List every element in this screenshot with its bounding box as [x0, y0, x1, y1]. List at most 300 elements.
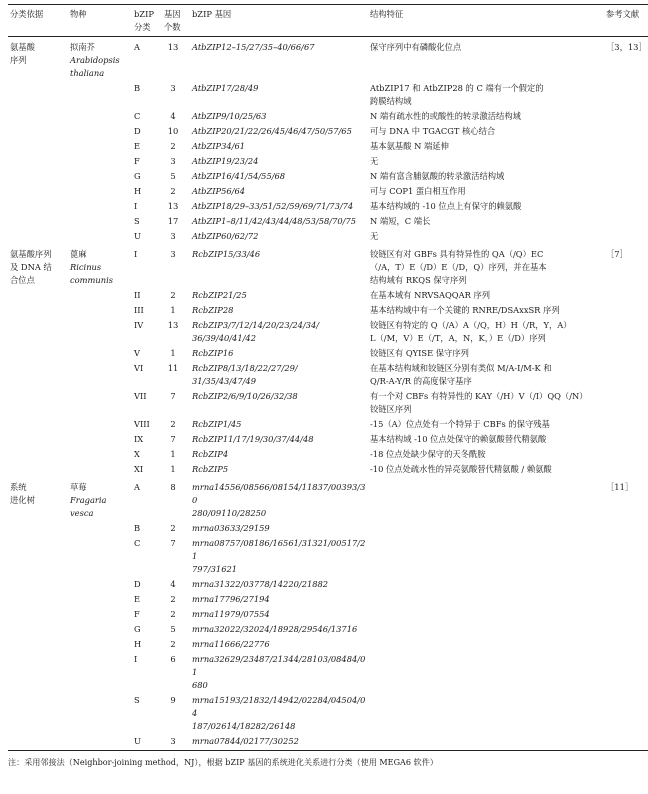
bzip-gene-line: RcbZIP15/33/46: [192, 249, 261, 259]
classification-basis-cell: [8, 288, 68, 303]
bzip-class-cell: XI: [134, 464, 144, 474]
reference-cell: ［3，13］: [606, 42, 647, 52]
table-row: [8, 229, 648, 244]
species-cell: [68, 592, 132, 607]
structural-feature-line: AtbZIP17 和 AtbZIP28 的 C 端有一个假定的: [370, 83, 544, 93]
structural-feature-cell: [368, 244, 604, 288]
gene-count-cell: 2: [170, 419, 176, 429]
species-cell: [68, 637, 132, 652]
bzip-gene-line: AtbZIP60/62/72: [192, 231, 259, 241]
bzip-class-cell: B: [134, 83, 141, 93]
header-bzip-class: [132, 5, 162, 37]
reference-cell: [604, 199, 648, 214]
species-cell: [68, 169, 132, 184]
gene-count-cell: 2: [170, 594, 176, 604]
structural-feature-cell: [368, 109, 604, 124]
species-cell: [68, 214, 132, 229]
bzip-gene-line: AtbZIP34/61: [192, 141, 246, 151]
bzip-gene-line: 797/31621: [192, 564, 238, 574]
classification-basis-line: 氨基酸: [10, 42, 35, 52]
bzip-genes-cell: [190, 462, 368, 477]
bzip-genes-cell: [190, 318, 368, 346]
reference-cell: [604, 361, 648, 389]
table-row: [8, 303, 648, 318]
species-cell: [68, 734, 132, 751]
structural-feature-line: 无: [370, 156, 379, 166]
species-cell: [68, 288, 132, 303]
species-cell: [68, 124, 132, 139]
bzip-gene-line: RcbZIP1/45: [192, 419, 242, 429]
structural-feature-cell: [368, 536, 604, 577]
table-row: [8, 288, 648, 303]
classification-basis-cell: [8, 229, 68, 244]
table-row: [8, 184, 648, 199]
species-cell: [68, 389, 132, 417]
structural-feature-cell: [368, 318, 604, 346]
species-cell: [68, 154, 132, 169]
table-row: [8, 477, 648, 521]
table-row: [8, 622, 648, 637]
table-row: [8, 462, 648, 477]
table-row: [8, 154, 648, 169]
reference-cell: [604, 169, 648, 184]
bzip-genes-cell: [190, 417, 368, 432]
structural-feature-cell: [368, 577, 604, 592]
structural-feature-cell: [368, 477, 604, 521]
bzip-class-cell: F: [134, 156, 140, 166]
table-row: [8, 81, 648, 109]
bzip-genes-cell: [190, 607, 368, 622]
bzip-genes-cell: [190, 521, 368, 536]
bzip-class-cell: V: [134, 348, 140, 358]
bzip-gene-line: RcbZIP3/7/12/14/20/23/24/34/: [192, 320, 320, 330]
structural-feature-line: 保守序列中有磷酸化位点: [370, 42, 462, 52]
species-latin-name: Arabidopsis: [70, 55, 120, 65]
bzip-genes-cell: [190, 109, 368, 124]
bzip-class-cell: I: [134, 249, 138, 259]
bzip-class-cell: H: [134, 639, 142, 649]
bzip-genes-cell: [190, 577, 368, 592]
table-row: [8, 169, 648, 184]
bzip-class-cell: H: [134, 186, 142, 196]
structural-feature-line: L（/M，V）E（/T，A，N，K，）E（/D）序列: [370, 333, 546, 343]
reference-cell: [604, 288, 648, 303]
gene-count-cell: 3: [170, 156, 176, 166]
reference-cell: [604, 184, 648, 199]
gene-count-cell: 13: [167, 42, 179, 52]
structural-feature-cell: [368, 199, 604, 214]
header-bzip-class-line2: 分类: [134, 22, 151, 32]
bzip-gene-line: mrna31322/03778/14220/21882: [192, 579, 329, 589]
reference-cell: [604, 592, 648, 607]
header-species: 物种: [68, 5, 132, 37]
classification-basis-cell: [8, 432, 68, 447]
bzip-gene-line: mrna15193/21832/14942/02284/04504/04: [192, 695, 366, 718]
bzip-class-cell: S: [134, 695, 140, 705]
structural-feature-cell: [368, 652, 604, 693]
bzip-gene-line: mrna11666/22776: [192, 639, 270, 649]
reference-cell: [604, 521, 648, 536]
bzip-gene-line: RcbZIP11/17/19/30/37/44/48: [192, 434, 314, 444]
bzip-genes-cell: [190, 184, 368, 199]
table-row: [8, 318, 648, 346]
bzip-gene-line: RcbZIP4: [192, 449, 229, 459]
bzip-class-cell: I: [134, 201, 138, 211]
bzip-class-cell: B: [134, 523, 141, 533]
classification-basis-cell: [8, 169, 68, 184]
bzip-genes-cell: [190, 432, 368, 447]
structural-feature-cell: [368, 622, 604, 637]
bzip-classification-table-container: [8, 4, 647, 768]
table-row: [8, 592, 648, 607]
bzip-gene-line: mrna07844/02177/30252: [192, 736, 299, 746]
table-row: [8, 652, 648, 693]
table-row: [8, 607, 648, 622]
reference-cell: [604, 417, 648, 432]
bzip-class-cell: A: [134, 42, 140, 52]
gene-count-cell: 1: [170, 305, 176, 315]
structural-feature-line: 基本结构域的 -10 位点上有保守的赖氨酸: [370, 201, 522, 211]
structural-feature-line: 跨膜结构域: [370, 96, 412, 106]
classification-basis-cell: [8, 318, 68, 346]
classification-basis-cell: [8, 622, 68, 637]
bzip-gene-line: RcbZIP28: [192, 305, 234, 315]
reference-cell: [604, 109, 648, 124]
classification-basis-cell: [8, 346, 68, 361]
structural-feature-line: 铰链区有特定的 Q（/A）A（/Q，H）H（/R，Y，A）: [370, 320, 572, 330]
table-row: [8, 432, 648, 447]
bzip-genes-cell: [190, 81, 368, 109]
gene-count-cell: 2: [170, 141, 176, 151]
species-latin-name: vesca: [70, 508, 94, 518]
bzip-class-cell: F: [134, 609, 140, 619]
structural-feature-line: 结构域有 RKQS 保守序列: [370, 275, 467, 285]
classification-basis-cell: [8, 184, 68, 199]
structural-feature-line: 基本结构域中有一个关键的 RNRE/DSAxxSR 序列: [370, 305, 560, 315]
reference-cell: [604, 447, 648, 462]
classification-basis-cell: [8, 154, 68, 169]
structural-feature-line: -18 位点处缺少保守的天冬酰胺: [370, 449, 486, 459]
bzip-genes-cell: [190, 154, 368, 169]
table-row: [8, 361, 648, 389]
structural-feature-cell: [368, 637, 604, 652]
gene-count-cell: 1: [170, 464, 176, 474]
reference-cell: [604, 462, 648, 477]
reference-cell: [604, 652, 648, 693]
structural-feature-cell: [368, 607, 604, 622]
bzip-class-cell: X: [134, 449, 140, 459]
bzip-genes-cell: [190, 346, 368, 361]
gene-count-cell: 4: [170, 579, 176, 589]
bzip-gene-line: AtbZIP1–8/11/42/43/44/48/53/58/70/75: [192, 216, 356, 226]
species-cell: [68, 521, 132, 536]
structural-feature-line: 在基本结构域和铰链区分别有类似 M/A-I/M-K 和: [370, 363, 552, 373]
structural-feature-line: 基本结构域 -10 位点处保守的赖氨酸替代精氨酸: [370, 434, 547, 444]
structural-feature-cell: [368, 346, 604, 361]
classification-basis-cell: [8, 734, 68, 751]
structural-feature-line: 铰链区有对 GBFs 具有特异性的 QA（/Q）EC: [370, 249, 544, 259]
bzip-class-cell: E: [134, 141, 141, 151]
table-row: [8, 536, 648, 577]
species-cell: [68, 361, 132, 389]
structural-feature-cell: [368, 81, 604, 109]
species-cell: [68, 81, 132, 109]
bzip-genes-cell: [190, 622, 368, 637]
bzip-gene-line: AtbZIP12–15/27/35–40/66/67: [192, 42, 315, 52]
gene-count-cell: 3: [170, 231, 176, 241]
classification-basis-cell: [8, 199, 68, 214]
classification-basis-cell: [8, 477, 68, 521]
table-row: [8, 693, 648, 734]
reference-cell: [604, 318, 648, 346]
reference-cell: [604, 734, 648, 751]
classification-basis-line: 合位点: [10, 275, 35, 285]
classification-basis-cell: [8, 652, 68, 693]
species-cell: [68, 109, 132, 124]
table-row: [8, 199, 648, 214]
structural-feature-cell: [368, 214, 604, 229]
gene-count-cell: 2: [170, 523, 176, 533]
table-row: [8, 109, 648, 124]
structural-feature-cell: [368, 139, 604, 154]
reference-cell: ［7］: [606, 249, 628, 259]
bzip-class-cell: U: [134, 231, 141, 241]
structural-feature-cell: [368, 37, 604, 82]
species-cell: [68, 607, 132, 622]
species-cell: [68, 303, 132, 318]
header-bzip-genes: bZIP 基因: [190, 5, 368, 37]
structural-feature-cell: [368, 462, 604, 477]
table-row: [8, 346, 648, 361]
classification-basis-cell: [8, 417, 68, 432]
classification-basis-cell: [8, 447, 68, 462]
structural-feature-line: Q/R-A-Y/R 的高度保守基序: [370, 376, 472, 386]
species-cell: [68, 229, 132, 244]
bzip-gene-line: AtbZIP56/64: [192, 186, 246, 196]
bzip-class-cell: A: [134, 482, 140, 492]
bzip-class-cell: G: [134, 171, 141, 181]
bzip-class-cell: S: [134, 216, 140, 226]
species-cell: [68, 417, 132, 432]
classification-basis-cell: [8, 389, 68, 417]
gene-count-cell: 13: [167, 320, 179, 330]
gene-count-cell: 7: [170, 538, 176, 548]
gene-count-cell: 9: [170, 695, 176, 705]
table-row: [8, 139, 648, 154]
bzip-genes-cell: [190, 214, 368, 229]
structural-feature-line: 可与 COP1 蛋白相互作用: [370, 186, 466, 196]
bzip-class-cell: II: [134, 290, 141, 300]
species-cell: [68, 622, 132, 637]
bzip-gene-line: mrna03633/29159: [192, 523, 270, 533]
gene-count-cell: 7: [170, 434, 176, 444]
table-row: [8, 521, 648, 536]
structural-feature-line: 在基本域有 NRVSAQQAR 序列: [370, 290, 491, 300]
bzip-genes-cell: [190, 734, 368, 751]
species-cell: [68, 432, 132, 447]
table-row: [8, 734, 648, 751]
gene-count-cell: 4: [170, 111, 176, 121]
table-body: [8, 37, 648, 751]
bzip-class-cell: VII: [134, 391, 147, 401]
structural-feature-cell: [368, 303, 604, 318]
bzip-genes-cell: [190, 139, 368, 154]
classification-basis-cell: [8, 81, 68, 109]
table-row: [8, 389, 648, 417]
species-cell: [68, 477, 132, 521]
gene-count-cell: 2: [170, 186, 176, 196]
bzip-gene-line: AtbZIP9/10/25/63: [192, 111, 267, 121]
bzip-class-cell: III: [134, 305, 144, 315]
classification-basis-line: 进化树: [10, 495, 35, 505]
reference-cell: [604, 577, 648, 592]
structural-feature-cell: [368, 169, 604, 184]
bzip-gene-line: mrna08757/08186/16561/31321/00517/21: [192, 538, 366, 561]
table-row: [8, 637, 648, 652]
bzip-gene-line: AtbZIP18/29–33/51/52/59/69/71/73/74: [192, 201, 354, 211]
species-cell: [68, 693, 132, 734]
species-cell: [68, 139, 132, 154]
structural-feature-line: -15（A）位点处有一个特异于 CBFs 的保守残基: [370, 419, 550, 429]
table-header-row: [8, 5, 648, 37]
species-cell: [68, 346, 132, 361]
bzip-genes-cell: [190, 389, 368, 417]
bzip-gene-line: RcbZIP21/25: [192, 290, 247, 300]
gene-count-cell: 5: [170, 171, 176, 181]
reference-cell: [604, 536, 648, 577]
species-latin-name: Ricinus: [70, 262, 102, 272]
reference-cell: [604, 346, 648, 361]
bzip-gene-line: mrna14556/08566/08154/11837/00393/30: [192, 482, 366, 505]
structural-feature-line: -10 位点处疏水性的异亮氨酸替代精氨酸 / 赖氨酸: [370, 464, 552, 474]
classification-basis-cell: [8, 109, 68, 124]
bzip-gene-line: mrna11979/07554: [192, 609, 270, 619]
classification-basis-line: 及 DNA 结: [10, 262, 52, 272]
bzip-gene-line: 187/02614/18282/26148: [192, 721, 296, 731]
structural-feature-line: N 端有富含脯氨酸的转录激活结构域: [370, 171, 505, 181]
gene-count-cell: 1: [170, 449, 176, 459]
classification-basis-line: 系统: [10, 482, 27, 492]
header-classification-basis: 分类依据: [8, 5, 68, 37]
bzip-class-cell: E: [134, 594, 141, 604]
structural-feature-line: N 端有疏水性的或酸性的转录激活结构域: [370, 111, 521, 121]
species-chinese-name: 蓖麻: [70, 249, 87, 259]
reference-cell: [604, 124, 648, 139]
structural-feature-cell: [368, 229, 604, 244]
table-row: [8, 447, 648, 462]
header-gene-count-line1: 基因: [164, 9, 181, 19]
header-references: 参考文献: [604, 5, 648, 37]
classification-basis-cell: [8, 577, 68, 592]
gene-count-cell: 17: [167, 216, 179, 226]
table-row: [8, 244, 648, 288]
bzip-class-cell: VIII: [134, 419, 150, 429]
bzip-genes-cell: [190, 37, 368, 82]
bzip-gene-line: AtbZIP17/28/49: [192, 83, 259, 93]
classification-basis-cell: [8, 637, 68, 652]
classification-basis-cell: [8, 521, 68, 536]
structural-feature-line: 可与 DNA 中 TGACGT 核心结合: [370, 126, 496, 136]
bzip-genes-cell: [190, 169, 368, 184]
bzip-gene-line: RcbZIP16: [192, 348, 234, 358]
bzip-class-cell: C: [134, 111, 141, 121]
classification-basis-cell: [8, 361, 68, 389]
structural-feature-line: 无: [370, 231, 379, 241]
structural-feature-cell: [368, 693, 604, 734]
bzip-genes-cell: [190, 244, 368, 288]
species-cell: [68, 244, 132, 288]
structural-feature-cell: [368, 154, 604, 169]
structural-feature-cell: [368, 288, 604, 303]
gene-count-cell: 7: [170, 391, 176, 401]
classification-basis-line: 序列: [10, 55, 27, 65]
bzip-gene-line: AtbZIP16/41/54/55/68: [192, 171, 286, 181]
bzip-class-cell: VI: [134, 363, 144, 373]
species-latin-name: thaliana: [70, 68, 105, 78]
structural-feature-cell: [368, 184, 604, 199]
structural-feature-cell: [368, 417, 604, 432]
bzip-genes-cell: [190, 303, 368, 318]
bzip-genes-cell: [190, 652, 368, 693]
structural-feature-cell: [368, 592, 604, 607]
reference-cell: [604, 637, 648, 652]
species-cell: [68, 447, 132, 462]
header-structural-features: 结构特征: [368, 5, 604, 37]
gene-count-cell: 13: [167, 201, 179, 211]
species-chinese-name: 拟南芥: [70, 42, 95, 52]
header-bzip-class-line1: bZIP: [134, 9, 154, 19]
reference-cell: [604, 139, 648, 154]
bzip-genes-cell: [190, 693, 368, 734]
bzip-class-cell: I: [134, 654, 138, 664]
reference-cell: [604, 693, 648, 734]
bzip-gene-line: mrna32629/23487/21344/28103/08484/01: [192, 654, 366, 677]
species-chinese-name: 草莓: [70, 482, 87, 492]
reference-cell: [604, 154, 648, 169]
bzip-gene-line: RcbZIP2/6/9/10/26/32/38: [192, 391, 298, 401]
gene-count-cell: 2: [170, 290, 176, 300]
bzip-genes-cell: [190, 288, 368, 303]
bzip-gene-line: AtbZIP20/21/22/26/45/46/47/50/57/65: [192, 126, 352, 136]
structural-feature-line: 铰链区有 QYISE 保守序列: [370, 348, 469, 358]
reference-cell: [604, 389, 648, 417]
gene-count-cell: 10: [167, 126, 179, 136]
gene-count-cell: 1: [170, 348, 176, 358]
bzip-genes-cell: [190, 592, 368, 607]
reference-cell: [604, 303, 648, 318]
gene-count-cell: 5: [170, 624, 176, 634]
classification-basis-line: 氨基酸序列: [10, 249, 52, 259]
species-cell: [68, 318, 132, 346]
structural-feature-cell: [368, 447, 604, 462]
species-cell: [68, 577, 132, 592]
classification-basis-cell: [8, 244, 68, 288]
table-row: [8, 37, 648, 82]
species-latin-name: Fragaria: [70, 495, 107, 505]
bzip-genes-cell: [190, 199, 368, 214]
gene-count-cell: 3: [170, 83, 176, 93]
classification-basis-cell: [8, 124, 68, 139]
bzip-gene-line: 680: [192, 680, 208, 690]
bzip-class-cell: C: [134, 538, 141, 548]
reference-cell: [604, 607, 648, 622]
table-row: [8, 417, 648, 432]
structural-feature-cell: [368, 124, 604, 139]
species-cell: [68, 184, 132, 199]
table-row: [8, 214, 648, 229]
bzip-genes-cell: [190, 229, 368, 244]
structural-feature-cell: [368, 734, 604, 751]
